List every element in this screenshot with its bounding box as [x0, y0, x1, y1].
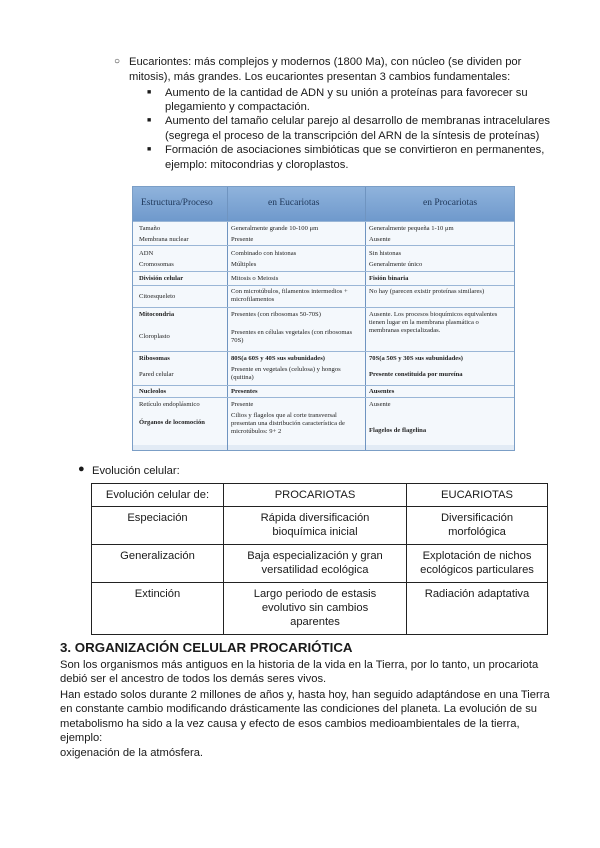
table-cell: Órganos de locomoción — [139, 419, 205, 426]
table-cell: Retículo endoplásmico — [139, 401, 200, 408]
header-eukaryotes: en Eucariotas — [268, 198, 320, 208]
table-row — [92, 545, 548, 583]
sub-bullet-2-line-2: (segrega el proceso de la transcripción del ARN de la síntesis de proteínas) — [165, 130, 540, 142]
table-cell: Presentes en células vegetales (con ribosomas 70S) — [231, 329, 353, 344]
sub-bullet-1-line-2: plegamiento y compactación. — [165, 101, 310, 113]
square-bullet-icon: ■ — [147, 117, 152, 124]
table-cell: Flagelos de flagelina — [369, 427, 427, 434]
evo-row-pro: Rápida diversificación bioquímica inicial — [224, 507, 407, 545]
evolution-label: Evolución celular: — [92, 465, 180, 477]
evo-row-name: Generalización — [92, 545, 224, 583]
table-cell: Cloroplasto — [139, 333, 170, 340]
eukaryotes-line-1: Eucariontes: más complejos y modernos (1800 Ma), con núcleo (se dividen por — [129, 56, 522, 68]
evo-header-1: Evolución celular de: — [92, 484, 224, 507]
table-cell: Fisión binaria — [369, 275, 409, 282]
table-cell: Mitocondria — [139, 311, 175, 318]
table-cell: Presente — [231, 401, 254, 408]
sub-bullet-2-line-1: Aumento del tamaño celular parejo al desarrollo de membranas intracelulares — [165, 115, 550, 127]
evo-row-eu: Diversificación morfológica — [407, 507, 548, 545]
table-cell: Cromosomas — [139, 261, 174, 268]
table-cell: Presente en vegetales (celulosa) y hongos (quitina) — [231, 366, 341, 381]
table-row — [92, 484, 548, 507]
table-cell: Ausente — [369, 401, 391, 408]
paragraph-2: Han estado solos durante 2 millones de años y, hasta hoy, han seguido adaptándose en una Tierra en constante cambio modificando drásticamente las condiciones del planeta. La evolución de su metabolismo ha sido a la vez causa y efecto de esos cambios medioambientales de la tierra, ejemplo: oxigenación de la atmósfera. — [60, 689, 550, 759]
table-cell: Ausente — [369, 236, 391, 243]
header-structure: Estructura/Proceso — [141, 198, 213, 208]
table-row — [92, 583, 548, 635]
table-cell: Con microtúbulos, filamentos intermedios + microfilamentos — [231, 288, 348, 303]
square-bullet-icon: ■ — [147, 89, 152, 96]
circle-bullet-icon: ○ — [114, 56, 121, 67]
table-cell: Múltiples — [231, 261, 257, 268]
paragraph-1: Son los organismos más antiguos en la historia de la vida en la Tierra, por lo tanto, un procariota debió ser el ancestro de todos los demás seres vivos. — [60, 659, 539, 686]
table-cell: 70S(a 50S y 30S sus subunidades) — [369, 355, 463, 362]
evo-row-eu: Radiación adaptativa — [407, 583, 548, 635]
bullet-dot-icon: ● — [78, 463, 85, 475]
table-cell: Generalmente único — [369, 261, 423, 268]
sub-bullet-3-line-1: Formación de asociaciones simbióticas que se convirtieron en permanentes, — [165, 144, 545, 156]
table-cell: Cilios y flagelos que al corte transversal presentan una distribución característica de microtúbulos: 9+ 2 — [231, 412, 345, 435]
evo-row-eu: Explotación de nichos ecológicos particulares — [407, 545, 548, 583]
section-title: 3. ORGANIZACIÓN CELULAR PROCARIÓTICA — [60, 640, 353, 655]
evo-row-name: Especiación — [92, 507, 224, 545]
table-cell: Ausente. Los procesos bioquímicos equivalentes tienen lugar en la membrana plasmática o membranas especializadas. — [369, 311, 498, 334]
table-cell: Presente — [231, 236, 254, 243]
table-cell: Presentes (con ribosomas 50-70S) — [231, 311, 321, 318]
eukaryote-prokaryote-table-image — [132, 186, 515, 451]
table-cell: División celular — [139, 275, 184, 282]
square-bullet-icon: ■ — [147, 146, 152, 153]
table-row — [92, 507, 548, 545]
table-cell: Sin histonas — [369, 250, 402, 257]
evo-header-2: PROCARIOTAS — [224, 484, 407, 507]
table-cell: No hay (parecen existir proteínas similares) — [369, 288, 485, 295]
eukaryotes-line-2: mitosis), más grandes. Los eucariontes presentan 3 cambios fundamentales: — [129, 71, 511, 83]
table-cell: Citoesqueleto — [139, 293, 176, 300]
header-prokaryotes: en Procariotas — [423, 198, 478, 208]
table-cell: Tamaño — [139, 225, 161, 232]
table-cell: Combinado con histonas — [231, 250, 297, 257]
table-cell: Presentes — [231, 388, 258, 395]
evo-row-pro: Largo periodo de estasis evolutivo sin cambios aparentes — [224, 583, 407, 635]
evo-row-pro: Baja especialización y gran versatilidad ecológica — [224, 545, 407, 583]
sub-bullet-3-line-2: ejemplo: mitocondrias y cloroplastos. — [165, 159, 349, 171]
table-cell: Membrana nuclear — [139, 236, 189, 243]
table-cell: Ausentes — [369, 388, 395, 395]
evolution-table — [91, 483, 548, 635]
table-cell: ADN — [139, 250, 154, 257]
table-cell: Ribosomas — [139, 355, 170, 362]
table-cell: Generalmente pequeña 1-10 μm — [369, 225, 454, 232]
table-header-row — [133, 187, 514, 221]
table-cell: 80S(a 60S y 40S sus subunidades) — [231, 355, 325, 362]
table-cell: Nucleolos — [139, 388, 167, 395]
table-cell: Generalmente grande 10-100 μm — [231, 225, 319, 232]
table-cell: Mitosis o Meiosis — [231, 275, 279, 282]
sub-bullet-1-line-1: Aumento de la cantidad de ADN y su unión a proteínas para favorecer su — [165, 87, 528, 99]
table-cell: Pared celular — [139, 371, 174, 378]
evo-row-name: Extinción — [92, 583, 224, 635]
evo-header-3: EUCARIOTAS — [407, 484, 548, 507]
table-cell: Presente constituida por mureína — [369, 371, 463, 378]
